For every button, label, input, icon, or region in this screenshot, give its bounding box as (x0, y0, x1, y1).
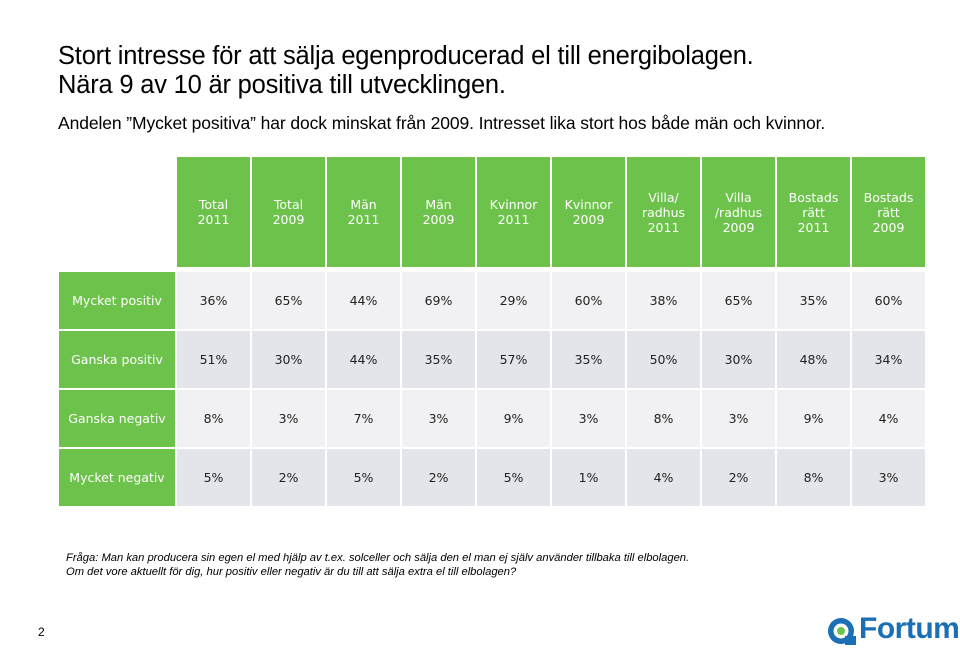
logo-wordmark: Fortum (859, 612, 960, 645)
table-cell: 3% (702, 390, 775, 449)
table-cell: 60% (552, 272, 625, 331)
column-header: Kvinnor 2011 (477, 157, 550, 272)
table-cell: 2% (702, 449, 775, 508)
title-line-1: Stort intresse för att sälja egenproducerad el till energibolagen. (58, 42, 754, 70)
table-cell: 30% (702, 331, 775, 390)
table-cell: 29% (477, 272, 550, 331)
table-cell: 8% (777, 449, 850, 508)
table-cell: 60% (852, 272, 925, 331)
row-label: Ganska negativ (59, 390, 175, 449)
question-footnote (66, 551, 946, 579)
column-header: Villa/ radhus 2011 (627, 157, 700, 272)
table-cell: 44% (327, 272, 400, 331)
table-cell: 44% (327, 331, 400, 390)
row-label: Mycket positiv (59, 272, 175, 331)
table-cell: 3% (252, 390, 325, 449)
column-header: Män 2011 (327, 157, 400, 272)
table-cell: 1% (552, 449, 625, 508)
fortum-logo-icon (826, 614, 858, 648)
table-cell: 7% (327, 390, 400, 449)
table-cell: 4% (627, 449, 700, 508)
table-cell: 35% (402, 331, 475, 390)
table-cell: 50% (627, 331, 700, 390)
table-cell: 65% (252, 272, 325, 331)
row-label: Mycket negativ (59, 449, 175, 508)
table-cell: 8% (627, 390, 700, 449)
table-cell: 34% (852, 331, 925, 390)
table-cell: 2% (252, 449, 325, 508)
table-cell: 8% (177, 390, 250, 449)
table-row (59, 449, 925, 508)
table-cell: 48% (777, 331, 850, 390)
page-number: 2 (38, 625, 45, 639)
table-cell: 5% (177, 449, 250, 508)
column-header: Män 2009 (402, 157, 475, 272)
table-cell: 3% (402, 390, 475, 449)
table-cell: 36% (177, 272, 250, 331)
column-header: Total 2011 (177, 157, 250, 272)
table-cell: 35% (777, 272, 850, 331)
column-header: Villa /radhus 2009 (702, 157, 775, 272)
title-line-2: Nära 9 av 10 är positiva till utvecklingen. (58, 71, 506, 99)
fortum-logo (826, 614, 958, 648)
slide-title (58, 42, 938, 100)
table-row (59, 390, 925, 449)
table-row (59, 272, 925, 331)
slide-subtitle: Andelen ”Mycket positiva” har dock minskat från 2009. Intresset lika stort hos både män och kvinnor. (58, 113, 826, 133)
table-cell: 2% (402, 449, 475, 508)
column-header: Total 2009 (252, 157, 325, 272)
row-label: Ganska positiv (59, 331, 175, 390)
table-cell: 9% (777, 390, 850, 449)
column-header: Kvinnor 2009 (552, 157, 625, 272)
table-cell: 3% (852, 449, 925, 508)
header-corner (59, 157, 175, 272)
table-cell: 5% (477, 449, 550, 508)
footnote-line-2: Om det vore aktuellt för dig, hur positiv eller negativ är du till att sälja extra el till elbolagen? (66, 566, 517, 578)
results-table (57, 157, 927, 508)
table-cell: 9% (477, 390, 550, 449)
table-cell: 65% (702, 272, 775, 331)
table-cell: 5% (327, 449, 400, 508)
table-cell: 3% (552, 390, 625, 449)
column-header: Bostads rätt 2011 (777, 157, 850, 272)
table-cell: 38% (627, 272, 700, 331)
column-header: Bostads rätt 2009 (852, 157, 925, 272)
table-cell: 57% (477, 331, 550, 390)
table-row (59, 331, 925, 390)
table-cell: 51% (177, 331, 250, 390)
table-cell: 30% (252, 331, 325, 390)
header-row (59, 157, 925, 272)
table-cell: 4% (852, 390, 925, 449)
table-cell: 69% (402, 272, 475, 331)
table-cell: 35% (552, 331, 625, 390)
footnote-line-1: Fråga: Man kan producera sin egen el med hjälp av t.ex. solceller och sälja den el man ej själv använder tillbaka till elbolagen. (66, 552, 690, 564)
